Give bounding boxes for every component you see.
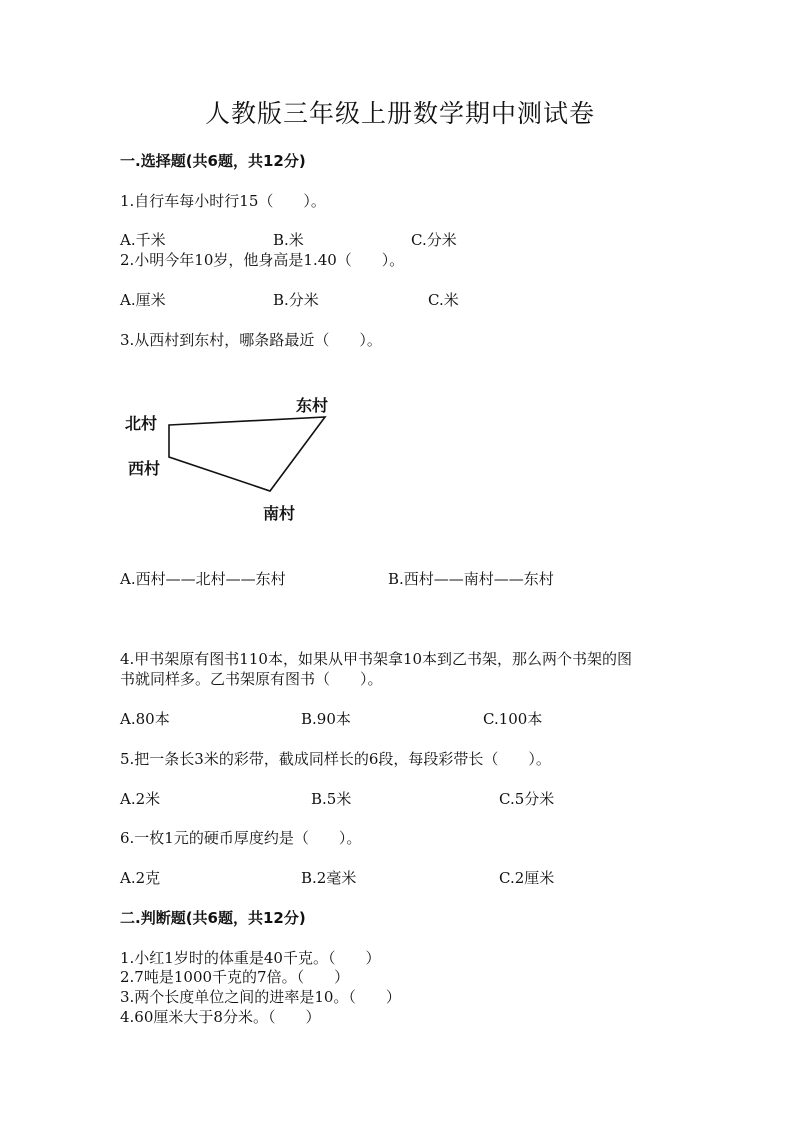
- q3-option-b: B.西村——南村——东村: [388, 570, 554, 588]
- question-6: 6.一枚1元的硬币厚度约是（ ）。: [120, 829, 362, 847]
- q5-option-a: A.2米: [120, 790, 161, 808]
- q6-option-a: A.2克: [120, 869, 161, 887]
- q6-option-b: B.2毫米: [301, 869, 357, 887]
- page-title: 人教版三年级上册数学期中测试卷: [204, 99, 595, 128]
- q2-option-b: B.分米: [273, 291, 319, 309]
- judgement-item-4: 4.60厘米大于8分米。（ ）: [120, 1008, 321, 1026]
- south-village-label: 南村: [263, 504, 296, 523]
- question-5: 5.把一条长3米的彩带，截成同样长的6段，每段彩带长（ ）。: [120, 750, 551, 768]
- judgement-item-1: 1.小红1岁时的体重是40千克。（ ）: [120, 949, 381, 967]
- q4-option-a: A.80本: [120, 710, 170, 728]
- question-3: 3.从西村到东村，哪条路最近（ ）。: [120, 331, 382, 349]
- q1-option-a: A.千米: [120, 231, 166, 249]
- question-1: 1.自行车每小时行15（ ）。: [120, 192, 326, 210]
- q4-option-b: B.90本: [301, 710, 351, 728]
- q6-option-c: C.2厘米: [499, 869, 555, 887]
- q2-option-a: A.厘米: [120, 291, 166, 309]
- north-village-label: 北村: [125, 414, 158, 433]
- section-heading-judgement: 二.判断题(共6题，共12分): [120, 909, 306, 927]
- question-4-line-1: 4.甲书架原有图书110本，如果从甲书架拿10本到乙书架，那么两个书架的图: [120, 650, 633, 668]
- q5-option-b: B.5米: [311, 790, 352, 808]
- q2-option-c: C.米: [428, 291, 459, 309]
- judgement-item-3: 3.两个长度单位之间的进率是10。（ ）: [120, 988, 401, 1006]
- q1-option-b: B.米: [273, 231, 304, 249]
- village-route-figure: [118, 385, 348, 535]
- route-polygon: [169, 417, 325, 491]
- east-village-label: 东村: [296, 396, 329, 415]
- q1-option-c: C.分米: [411, 231, 457, 249]
- q5-option-c: C.5分米: [499, 790, 555, 808]
- q3-option-a: A.西村——北村——东村: [120, 570, 286, 588]
- question-4-line-2: 书就同样多。乙书架原有图书（ ）。: [120, 670, 383, 688]
- judgement-item-2: 2.7吨是1000千克的7倍。（ ）: [120, 968, 350, 986]
- question-2: 2.小明今年10岁，他身高是1.40（ ）。: [120, 251, 405, 269]
- q4-option-c: C.100本: [483, 710, 543, 728]
- west-village-label: 西村: [128, 459, 161, 478]
- section-heading-choice: 一.选择题(共6题，共12分): [120, 152, 306, 170]
